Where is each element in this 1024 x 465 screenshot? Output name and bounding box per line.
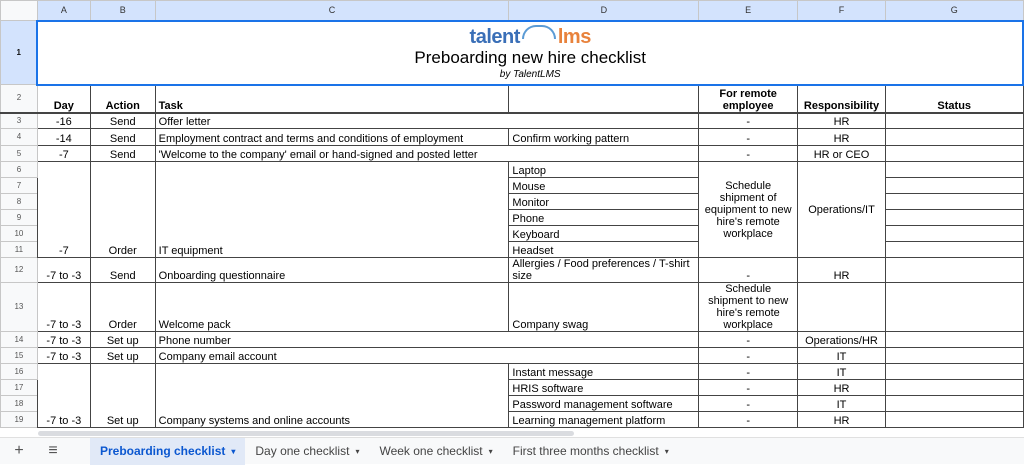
column-header-f[interactable]: F	[798, 1, 886, 21]
day-cell[interactable]: -14	[37, 129, 90, 146]
tab-label: Preboarding checklist	[100, 444, 226, 458]
detail-cell[interactable]: Headset	[509, 242, 699, 258]
remote-cell[interactable]: Schedule shipment to new hire's remote workplace	[699, 283, 798, 332]
task-cell[interactable]: 'Welcome to the company' email or hand-signed and posted letter	[155, 146, 699, 162]
select-all-corner[interactable]	[1, 1, 38, 21]
status-cell[interactable]	[885, 194, 1023, 210]
remote-cell[interactable]: -	[699, 258, 798, 283]
day-cell[interactable]: -7 to -3	[37, 348, 90, 364]
remote-cell[interactable]: -	[699, 129, 798, 146]
status-cell[interactable]	[885, 412, 1023, 428]
task-cell[interactable]: Employment contract and terms and conditions of employment	[155, 129, 509, 146]
add-sheet-icon[interactable]: +	[14, 442, 24, 459]
action-cell[interactable]: Set up	[90, 348, 155, 364]
tab-day-one-checklist[interactable]	[245, 438, 369, 465]
status-cell[interactable]	[885, 258, 1023, 283]
column-header-b[interactable]: B	[90, 1, 155, 21]
responsibility-cell[interactable]: HR	[798, 129, 886, 146]
task-cell[interactable]: Onboarding questionnaire	[155, 258, 509, 283]
remote-cell[interactable]: -	[699, 332, 798, 348]
action-cell[interactable]: Send	[90, 146, 155, 162]
row-header[interactable]: 7	[1, 178, 38, 194]
responsibility-cell[interactable]: HR	[798, 412, 886, 428]
row-header[interactable]: 1	[1, 21, 38, 85]
responsibility-cell[interactable]: HR	[798, 113, 886, 129]
row-header[interactable]: 2	[1, 85, 38, 113]
scrollbar-thumb[interactable]	[38, 431, 574, 436]
remote-cell[interactable]: -	[699, 380, 798, 396]
row-header[interactable]: 9	[1, 210, 38, 226]
title-cell[interactable]	[37, 21, 1023, 85]
header-detail[interactable]	[509, 85, 699, 113]
detail-cell[interactable]: Password management software	[509, 396, 699, 412]
row-header[interactable]: 8	[1, 194, 38, 210]
row-header[interactable]: 16	[1, 364, 38, 380]
detail-cell[interactable]: Monitor	[509, 194, 699, 210]
day-cell[interactable]: -7 to -3	[37, 258, 90, 283]
detail-cell[interactable]: Instant message	[509, 364, 699, 380]
chevron-down-icon[interactable]: ▾	[488, 446, 493, 456]
status-cell[interactable]	[885, 210, 1023, 226]
task-cell[interactable]: Offer letter	[155, 113, 699, 129]
responsibility-cell[interactable]	[798, 283, 886, 332]
remote-cell[interactable]: -	[699, 364, 798, 380]
day-cell[interactable]: -7 to -3	[37, 364, 90, 428]
row-header[interactable]: 18	[1, 396, 38, 412]
row-header[interactable]: 17	[1, 380, 38, 396]
remote-cell[interactable]: -	[699, 146, 798, 162]
row-header[interactable]: 6	[1, 162, 38, 178]
header-task[interactable]: Task	[155, 85, 509, 113]
status-cell[interactable]	[885, 226, 1023, 242]
responsibility-cell[interactable]: IT	[798, 396, 886, 412]
column-header-c[interactable]: C	[155, 1, 509, 21]
status-cell[interactable]	[885, 146, 1023, 162]
column-header-d[interactable]: D	[509, 1, 699, 21]
responsibility-cell[interactable]: HR or CEO	[798, 146, 886, 162]
row-header[interactable]: 19	[1, 412, 38, 428]
chevron-down-icon[interactable]: ▾	[231, 446, 236, 456]
responsibility-cell[interactable]: HR	[798, 258, 886, 283]
status-cell[interactable]	[885, 348, 1023, 364]
header-responsibility[interactable]: Responsibility	[798, 85, 886, 113]
tab-label: Day one checklist	[255, 444, 350, 458]
sheet-tab-bar	[0, 437, 1024, 464]
status-cell[interactable]	[885, 380, 1023, 396]
detail-cell[interactable]: Phone	[509, 210, 699, 226]
column-header-g[interactable]: G	[885, 1, 1023, 21]
horizontal-scrollbar[interactable]	[0, 430, 1024, 437]
talentlms-logo: talent lms	[469, 25, 591, 48]
remote-cell[interactable]: -	[699, 412, 798, 428]
row-header[interactable]: 4	[1, 129, 38, 146]
remote-cell[interactable]: Schedule shipment of equipment to new hire's remote workplace	[699, 162, 798, 258]
responsibility-cell[interactable]: HR	[798, 380, 886, 396]
header-status[interactable]: Status	[885, 85, 1023, 113]
day-cell[interactable]: -16	[37, 113, 90, 129]
action-cell[interactable]: Order	[90, 283, 155, 332]
action-cell[interactable]: Send	[90, 258, 155, 283]
cloud-icon	[522, 25, 556, 39]
status-cell[interactable]	[885, 113, 1023, 129]
all-sheets-menu-icon[interactable]: ≡	[48, 442, 58, 459]
tab-preboarding-checklist[interactable]	[90, 438, 245, 465]
header-day[interactable]: Day	[37, 85, 90, 113]
chevron-down-icon[interactable]: ▾	[664, 446, 669, 456]
day-cell[interactable]: -7	[37, 146, 90, 162]
header-remote[interactable]: For remote employee	[699, 85, 798, 113]
responsibility-cell[interactable]: IT	[798, 364, 886, 380]
action-cell[interactable]: Order	[90, 162, 155, 258]
status-cell[interactable]	[885, 129, 1023, 146]
chevron-down-icon[interactable]: ▾	[355, 446, 360, 456]
row-header[interactable]: 5	[1, 146, 38, 162]
action-cell[interactable]: Set up	[90, 332, 155, 348]
day-cell[interactable]: -7	[37, 162, 90, 258]
tab-week-one-checklist[interactable]	[369, 438, 502, 465]
header-action[interactable]: Action	[90, 85, 155, 113]
status-cell[interactable]	[885, 242, 1023, 258]
task-cell[interactable]: Company email account	[155, 348, 699, 364]
remote-cell[interactable]: -	[699, 348, 798, 364]
task-cell[interactable]: Phone number	[155, 332, 699, 348]
responsibility-cell[interactable]: Operations/HR	[798, 332, 886, 348]
status-cell[interactable]	[885, 178, 1023, 194]
row-header[interactable]: 3	[1, 113, 38, 129]
action-cell[interactable]: Send	[90, 113, 155, 129]
row-header[interactable]: 13	[1, 283, 38, 332]
detail-cell[interactable]: Mouse	[509, 178, 699, 194]
status-cell[interactable]	[885, 396, 1023, 412]
status-cell[interactable]	[885, 283, 1023, 332]
remote-cell[interactable]: -	[699, 396, 798, 412]
tab-label: First three months checklist	[512, 444, 659, 458]
tab-label: Week one checklist	[379, 444, 483, 458]
status-cell[interactable]	[885, 364, 1023, 380]
row-header[interactable]: 10	[1, 226, 38, 242]
status-cell[interactable]	[885, 162, 1023, 178]
detail-cell[interactable]: Learning management platform	[509, 412, 699, 428]
detail-cell[interactable]: Company swag	[509, 283, 699, 332]
action-cell[interactable]: Send	[90, 129, 155, 146]
sheet-title: Preboarding new hire checklist	[414, 47, 646, 67]
row-header[interactable]: 15	[1, 348, 38, 364]
status-cell[interactable]	[885, 332, 1023, 348]
row-header[interactable]: 11	[1, 242, 38, 258]
sheet-subtitle: by TalentLMS	[499, 68, 561, 80]
detail-cell[interactable]: HRIS software	[509, 380, 699, 396]
task-cell[interactable]: IT equipment	[155, 162, 509, 258]
detail-cell[interactable]: Confirm working pattern	[509, 129, 699, 146]
remote-cell[interactable]: -	[699, 113, 798, 129]
row-header[interactable]: 14	[1, 332, 38, 348]
detail-cell[interactable]: Keyboard	[509, 226, 699, 242]
action-cell[interactable]: Set up	[90, 364, 155, 428]
detail-cell[interactable]: Laptop	[509, 162, 699, 178]
detail-cell[interactable]: Allergies / Food preferences / T-shirt size	[509, 258, 699, 283]
column-header-e[interactable]: E	[699, 1, 798, 21]
task-cell[interactable]: Company systems and online accounts	[155, 364, 509, 428]
responsibility-cell[interactable]: IT	[798, 348, 886, 364]
day-cell[interactable]: -7 to -3	[37, 283, 90, 332]
column-header-a[interactable]: A	[37, 1, 90, 21]
row-header[interactable]: 12	[1, 258, 38, 283]
day-cell[interactable]: -7 to -3	[37, 332, 90, 348]
task-cell[interactable]: Welcome pack	[155, 283, 509, 332]
responsibility-cell[interactable]: Operations/IT	[798, 162, 886, 258]
tab-first-three-months-checklist[interactable]	[503, 438, 679, 465]
